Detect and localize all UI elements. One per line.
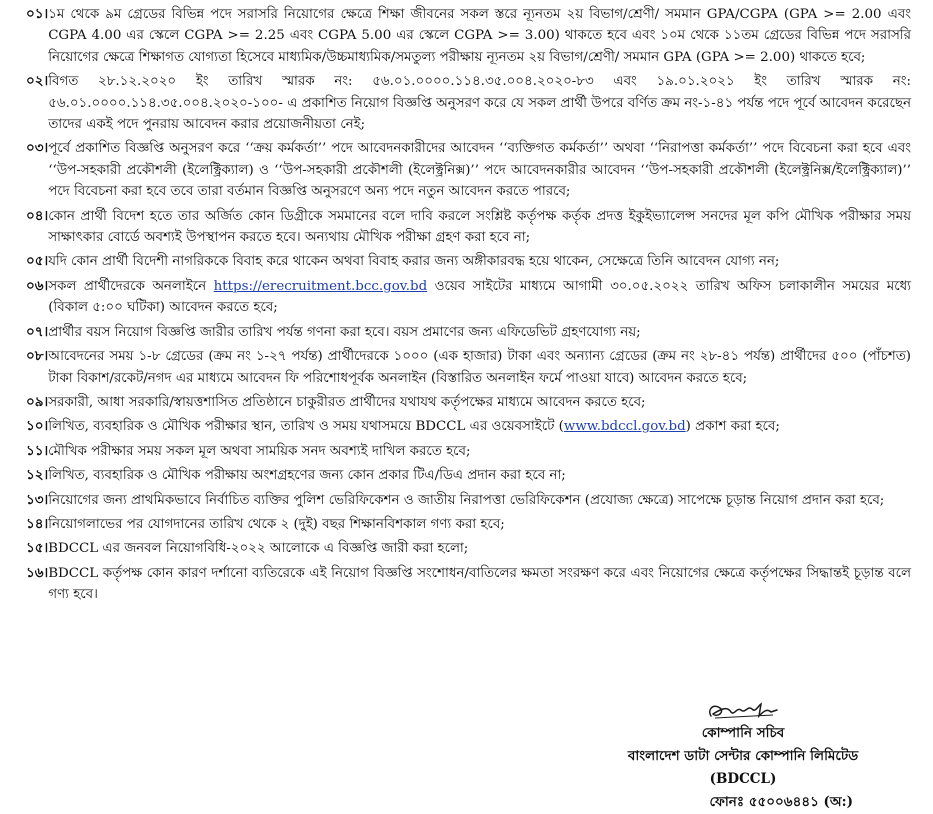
item-text-after: ওয়েব সাইটের মাধ্যমে আগামী ৩০.০৫.২০২২ তারিখ অফিস চলাকালীন সময়ের মধ্যে (বিকাল ৫:০০ ঘটিকা) আবেদন করতে হবে; — [48, 278, 911, 316]
list-item — [26, 251, 911, 272]
item-number: ১৬। — [26, 564, 49, 581]
list-item — [26, 4, 911, 68]
instruction-list — [26, 4, 911, 606]
item-text: বিগত ২৮.১২.২০২০ ইং তারিখ স্মারক নং: ৫৬.০১.০০০০.১১৪.৩৫.০০৪.২০২০-৮৩ এবং ১৯.০১.২০২১ ইং তারিখ স্মারক নং: ৫৬.০১.০০০০.১১৪.৩৫.০০৪.২০২০-১০০- এ প্রকাশিত নিয়োগ বিজ্ঞপ্তি অনুসরণ করে যে সকল প্রার্থী উপরে বর্ণিত ক্রম নং-১-৪১ পর্যন্ত পদে পূর্বে আবেদন করেছেন তাদের একই পদে পুনরায় আবেদন করার প্রয়োজনীয়তা নেই; — [48, 74, 911, 133]
list-item — [26, 514, 911, 535]
phone-number: ফোনঃ ৫৫০০৬৪৪১ (অ:) — [709, 794, 853, 810]
item-number: ০৭। — [26, 323, 49, 340]
item-number: ০৫। — [26, 253, 49, 270]
item-text: প্রার্থীর বয়স নিয়োগ বিজ্ঞপ্তি জারীর তারিখ পর্যন্ত গণনা করা হবে। বয়স প্রমাণের জন্য এফিডেভিট গ্রহণযোগ্য নয়; — [48, 324, 641, 340]
item-text: নিয়োগের জন্য প্রাথমিকভাবে নির্বাচিত ব্যক্তির পুলিশ ভেরিফিকেশন ও জাতীয় নিরাপত্তা ভেরিফিকেশন (প্রযোজ্য ক্ষেত্রে) সাপেক্ষে চূড়ান্ত নিয়োগ প্রদান করা হবে; — [48, 492, 885, 508]
item-text: BDCCL কর্তৃপক্ষ কোন কারণ দর্শানো ব্যতিরেকে এই নিয়োগ বিজ্ঞপ্তি সংশোধন/বাতিলের ক্ষমতা সংরক্ষণ করে এবং নিয়োগের ক্ষেত্রে কর্তৃপক্ষের সিদ্ধান্তই চূড়ান্ত বলে গণ্য হবে। — [48, 565, 911, 603]
item-number: ১২। — [26, 467, 49, 484]
item-number: ০৬। — [26, 277, 49, 294]
list-item — [26, 416, 911, 437]
item-text: যদি কোন প্রার্থী বিদেশী নাগরিককে বিবাহ করে থাকেন অথবা বিবাহ করার জন্য অঙ্গীকারবদ্ধ হয়ে থাকেন, সেক্ষেত্রে তিনি আবেদন যোগ্য নন; — [48, 254, 780, 270]
item-text — [48, 276, 911, 319]
item-text: ১ম থেকে ৯ম গ্রেডের বিভিন্ন পদে সরাসরি নিয়োগের ক্ষেত্রে শিক্ষা জীবনের সকল স্তরে ন্যূনতম ২য় বিভাগ/শ্রেণী/ সমমান GPA/CGPA (GPA >= 2.00 এবং CGPA 4.00 এর স্কেলে CGPA >= 2.25 এবং CGPA 5.00 এর স্কেলে CGPA >= 3.00) থাকতে হবে এবং ১০ম থেকে ১১তম গ্রেডের বিভিন্ন পদে সরাসরি নিয়োগের ক্ষেত্রে শিক্ষাগত যোগ্যতা হিসেবে মাধ্যমিক/উচ্চমাধ্যমিক/সমতুল্য পরীক্ষায় ন্যূনতম ২য় বিভাগ/শ্রেণী/ সমমান GPA (GPA >= 2.00) থাকতে হবে; — [48, 7, 911, 65]
list-item — [26, 465, 911, 486]
list-item — [26, 276, 911, 319]
item-text: মৌখিক পরীক্ষার সময় সকল মূল অথবা সাময়িক সনদ অবশ্যই দাখিল করতে হবে; — [48, 443, 471, 459]
item-text: পূর্বে প্রকাশিত বিজ্ঞপ্তি অনুসরণ করে ‘‘ক্রয় কর্মকর্তা’’ পদে আবেদনকারীদের আবেদন ‘‘ব্যক্তিগত কর্মকর্তা’’ অথবা ‘‘নিরাপত্তা কর্মকর্তা’’ পদে বিবেচনা করা হবে এবং ‘‘উপ-সহকারী প্রকৌশলী (ইলেক্ট্রিক্যাল) ও ‘‘উপ-সহকারী প্রকৌশলী (ইলেক্ট্রনিক্স)’’ পদে আবেদনকারীর আবেদন ‘‘উপ-সহকারী প্রকৌশলী (ইলেক্ট্রনিক্স/ইলেক্ট্রিক্যাল)’’ পদে বিবেচনা করা হবে তবে তারা বর্তমান বিজ্ঞপ্তি অনুসরণে অন্য পদে নতুন আবেদন করতে পারবে; — [48, 141, 911, 200]
item-number: ১১। — [26, 442, 49, 459]
item-text: নিয়োগলাভের পর যোগদানের তারিখ থেকে ২ (দুই) বছর শিক্ষানবিশকাল গণ্য করা হবে; — [48, 516, 505, 532]
item-text: কোন প্রার্থী বিদেশ হতে তার অর্জিত কোন ডিগ্রীকে সমমানের বলে দাবি করলে সংশ্লিষ্ট কর্তৃপক্ষ কর্তৃক প্রদত্ত ইকুইভ্যালেন্স সনদের মূল কপি মৌখিক পরীক্ষার সময় সাক্ষাৎকার বোর্ডে অবশ্যই উপস্থাপন করতে হবে। অন্যথায় মৌখিক পরীক্ষা গ্রহণ করা হবে না; — [48, 208, 911, 246]
signature-block — [593, 700, 893, 814]
list-item — [26, 490, 911, 511]
item-text: আবেদনের সময় ১-৮ গ্রেডের (ক্রম নং ১-২৭ পর্যন্ত) প্রার্থীদেরকে ১০০০ (এক হাজার) টাকা এবং অন্যান্য গ্রেডের (ক্রম নং ২৮-৪১ পর্যন্ত) প্রার্থীদের ৫০০ (পাঁচশত) টাকা বিকাশ/রকেট/নগদ এর মাধ্যমে আবেদন ফি পরিশোধপূর্বক অনলাইন (বিস্তারিত অনলাইন ফর্মে পাওয়া যাবে) আবেদন করতে হবে; — [48, 349, 911, 386]
item-number: ০৯। — [26, 393, 49, 410]
item-text-before: সকল প্রার্থীদেরকে অনলাইনে — [48, 278, 214, 294]
list-item — [26, 441, 911, 462]
item-number: ১৩। — [26, 491, 49, 508]
erecruitment-link[interactable]: https://erecruitment.bcc.gov.bd — [213, 278, 428, 294]
item-text: লিখিত, ব্যবহারিক ও মৌখিক পরীক্ষায় অংশগ্রহণের জন্য কোন প্রকার টিএ/ডিএ প্রদান করা হবে না; — [48, 468, 566, 484]
list-item — [26, 346, 911, 389]
list-item — [26, 322, 911, 343]
handwritten-signature — [593, 700, 893, 722]
item-text-before: লিখিত, ব্যবহারিক ও মৌখিক পরীক্ষার স্থান, তারিখ ও সময় যথাসময়ে BDCCL এর ওয়েবসাইটে ( — [48, 419, 564, 435]
item-text-after: ) প্রকাশ করা হবে; — [685, 419, 780, 435]
item-number: ০২। — [26, 73, 49, 90]
item-number: ১৪। — [26, 515, 49, 532]
list-item — [26, 138, 911, 202]
list-item — [26, 563, 911, 606]
bdccl-website-link[interactable]: www.bdccl.gov.bd — [563, 419, 686, 435]
item-text — [48, 416, 911, 437]
signatory-title: কোম্পানি সচিব — [701, 725, 785, 741]
item-number: ০৪। — [26, 207, 49, 224]
item-number: ০৩। — [26, 140, 49, 157]
item-number: ১৫। — [26, 540, 49, 557]
list-item — [26, 206, 911, 249]
item-number: ১০। — [26, 418, 49, 435]
item-number: ০১। — [26, 6, 49, 22]
organization-name: বাংলাদেশ ডাটা সেন্টার কোম্পানি লিমিটেড (BDCCL) — [627, 748, 859, 787]
list-item — [26, 538, 911, 559]
list-item — [26, 71, 911, 135]
item-number: ০৮। — [26, 348, 49, 365]
item-text: BDCCL এর জনবল নিয়োগবিধি-২০২২ আলোকে এ বিজ্ঞপ্তি জারী করা হলো; — [48, 541, 469, 557]
list-item — [26, 392, 911, 413]
item-text: সরকারী, আধা সরকারি/স্বায়ত্তশাসিত প্রতিষ্ঠানে চাকুরীরত প্রার্থীদের যথাযথ কর্তৃপক্ষের মাধ্যমে আবেদন করতে হবে; — [48, 394, 646, 410]
